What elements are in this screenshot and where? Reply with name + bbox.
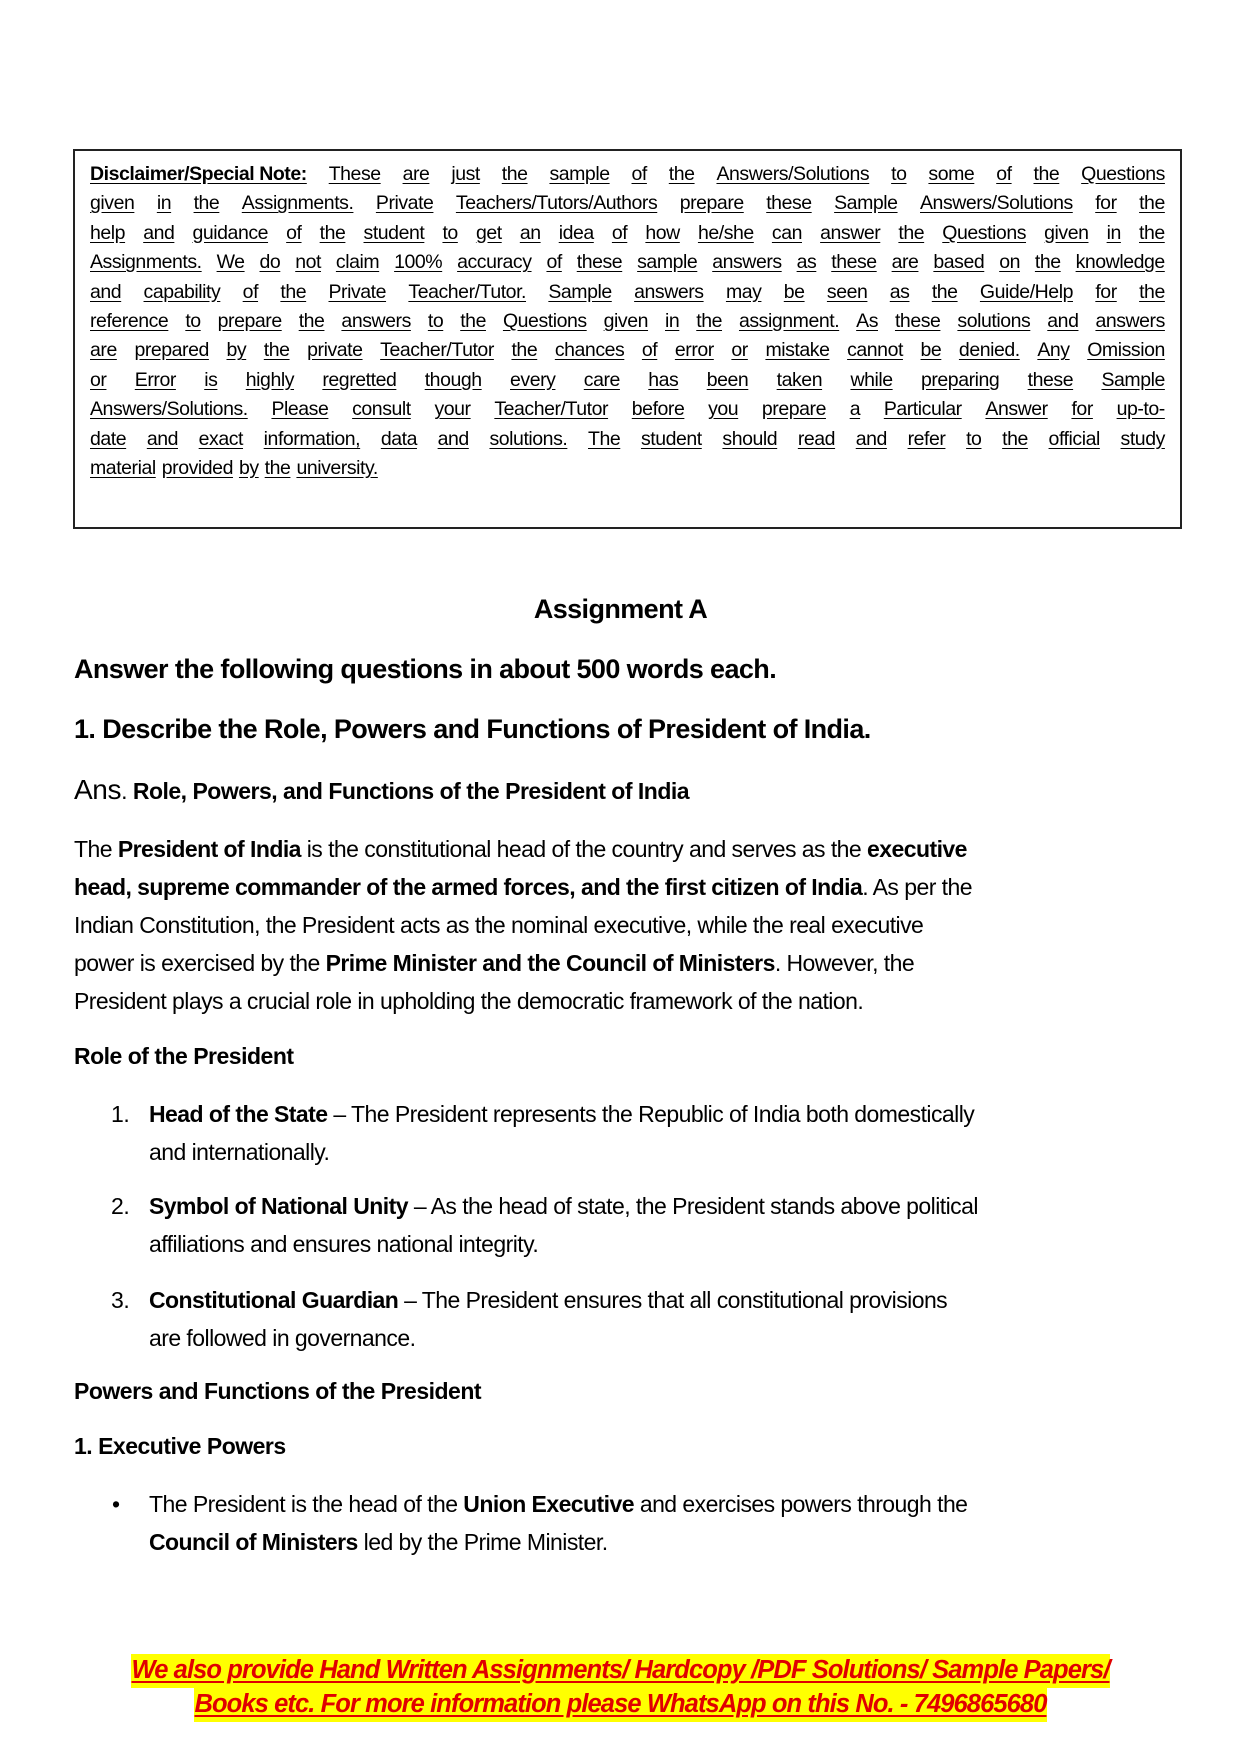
word: reference	[90, 310, 169, 332]
word: preparing	[920, 368, 1000, 391]
word: data	[380, 427, 417, 450]
word: is	[204, 368, 218, 391]
word: an	[519, 221, 541, 244]
word: or	[90, 368, 107, 391]
word: Private	[375, 192, 434, 215]
role-item-continuation: affiliations and ensures national integrity.	[149, 1231, 539, 1257]
word: of	[286, 221, 302, 244]
word: while	[850, 368, 893, 391]
word: of	[996, 163, 1012, 185]
word: Teachers/Tutors/Authors	[455, 192, 658, 215]
word: just	[451, 163, 480, 185]
word: chances	[554, 339, 625, 362]
bold-text: Union Executive	[463, 1491, 634, 1517]
word: care	[583, 368, 620, 391]
disclaimer-label: Disclaimer/Special Note:	[90, 163, 307, 185]
word: prepare	[217, 310, 282, 332]
role-item-constitutional-guardian	[149, 1285, 947, 1315]
word: assignment.	[738, 310, 840, 332]
word: the	[1139, 280, 1165, 303]
intro-line-2	[74, 872, 972, 902]
answer-dot: .	[121, 778, 127, 804]
bold-text: Council of Ministers	[149, 1529, 358, 1555]
word: consult	[352, 398, 411, 421]
word: how	[645, 221, 680, 244]
word: As	[856, 310, 878, 332]
role-heading: Role of the President	[74, 1043, 294, 1069]
answer-heading	[74, 774, 689, 806]
word: answers	[1095, 310, 1165, 332]
role-item-national-unity	[149, 1191, 978, 1221]
word: by	[238, 457, 259, 479]
word: study	[1120, 427, 1165, 450]
text: – The President ensures that all constitutional provisions	[398, 1287, 948, 1313]
disclaimer-line	[90, 456, 1165, 480]
word: be	[920, 339, 942, 362]
word: and	[90, 280, 122, 303]
word: the	[1002, 427, 1028, 450]
word: knowledge	[1075, 251, 1165, 274]
word: before	[631, 398, 685, 421]
promo-banner-line-1	[0, 1656, 1241, 1685]
word: accuracy	[457, 251, 532, 274]
word: the	[298, 310, 325, 332]
word: error	[674, 339, 714, 362]
text: is the constitutional head of the country and serves as the	[300, 836, 867, 862]
word: the	[501, 163, 528, 185]
word: Error	[134, 368, 176, 391]
disclaimer-line	[90, 280, 1165, 304]
disclaimer-line	[90, 162, 1165, 186]
word: seen	[826, 280, 868, 303]
disclaimer-line	[90, 309, 1165, 333]
bold-text: Prime Minister and the Council of Ministers	[325, 950, 775, 976]
word: of	[631, 163, 647, 185]
word: Please	[271, 398, 329, 421]
word: taken	[776, 368, 823, 391]
word: for	[1095, 280, 1117, 303]
word: the	[898, 221, 925, 244]
word: denied.	[958, 339, 1020, 362]
word: the	[319, 221, 346, 244]
word: of	[611, 221, 628, 244]
word: Omission	[1087, 339, 1165, 362]
word: some	[928, 163, 975, 185]
text: The President is the head of the	[149, 1491, 464, 1517]
disclaimer-line	[90, 250, 1165, 274]
word: he/she	[697, 221, 754, 244]
word: Sample	[1101, 368, 1165, 391]
word: sample	[637, 251, 698, 274]
word: your	[434, 398, 471, 421]
word: given	[90, 192, 135, 215]
promo-text: We also provide Hand Written Assignments/ Hardcopy /PDF Solutions/ Sample Papers/	[131, 1654, 1109, 1688]
word: provided	[161, 457, 233, 479]
word: can	[771, 221, 802, 244]
word: based	[933, 251, 985, 274]
word: and	[1047, 310, 1079, 332]
word: the	[264, 457, 291, 479]
word: are	[891, 251, 919, 274]
word: the	[1139, 192, 1165, 215]
text: The	[74, 836, 118, 862]
word: capability	[143, 280, 221, 303]
text: led by the Prime Minister.	[357, 1529, 608, 1555]
text: – The President represents the Republic of India both domestically	[327, 1101, 975, 1127]
word: prepared	[134, 339, 209, 362]
word: material	[90, 457, 156, 479]
word: the	[668, 163, 695, 185]
disclaimer-line	[90, 368, 1165, 392]
word: solutions	[957, 310, 1031, 332]
assignment-title: Assignment A	[533, 594, 708, 624]
word: do	[259, 251, 281, 274]
word: student	[640, 427, 702, 450]
text: . As per the	[862, 874, 972, 900]
word: by	[226, 339, 247, 362]
bullet-icon: •	[112, 1491, 120, 1517]
word: mistake	[765, 339, 830, 362]
word: the	[280, 280, 307, 303]
word: to	[966, 427, 982, 450]
disclaimer-line	[90, 397, 1165, 421]
word: these	[894, 310, 941, 332]
text: . However, the	[774, 950, 915, 976]
word: read	[797, 427, 836, 450]
word: these	[576, 251, 623, 274]
word: as	[796, 251, 817, 274]
word: on	[999, 251, 1020, 274]
word: solutions.	[489, 427, 568, 450]
word: the	[696, 310, 723, 332]
text: President plays a crucial role in upholding the democratic framework of the nation.	[74, 988, 864, 1014]
disclaimer-line	[90, 338, 1165, 362]
word: as	[889, 280, 910, 303]
list-number: 2.	[111, 1193, 130, 1219]
executive-bullet-line-2	[149, 1527, 608, 1557]
word: Guide/Help	[979, 280, 1073, 303]
word: claim	[335, 251, 380, 274]
bold-text: Head of the State	[149, 1101, 328, 1127]
word: and	[143, 221, 175, 244]
word: to	[442, 221, 458, 244]
executive-powers-heading: 1. Executive Powers	[74, 1433, 286, 1459]
word: answers	[634, 280, 704, 303]
question-heading: 1. Describe the Role, Powers and Functions of President of India.	[74, 714, 871, 744]
word: Teacher/Tutor.	[408, 280, 527, 303]
word: Answers/Solutions.	[90, 398, 248, 421]
role-item-continuation: and internationally.	[149, 1139, 330, 1165]
word: prepare	[679, 192, 744, 215]
word: Teacher/Tutor	[494, 398, 609, 421]
word: The	[588, 427, 621, 450]
word: every	[510, 368, 556, 391]
word: the	[1033, 163, 1060, 185]
word: help	[90, 221, 126, 244]
word: these	[831, 251, 877, 274]
disclaimer-line	[90, 221, 1165, 245]
word: may	[725, 280, 762, 303]
word: though	[424, 368, 482, 391]
word: the	[193, 192, 220, 215]
word: in	[1106, 221, 1121, 244]
word: regretted	[322, 368, 397, 391]
word: these	[766, 192, 812, 215]
powers-heading: Powers and Functions of the President	[74, 1378, 482, 1404]
word: Assignments.	[241, 192, 354, 215]
word: Questions	[1081, 163, 1165, 185]
bold-text: Constitutional Guardian	[149, 1287, 399, 1313]
promo-whatsapp-text: Books etc. For more information please WhatsApp on this No. - 7496865680	[194, 1688, 1046, 1722]
word: Private	[328, 280, 387, 303]
word: in	[665, 310, 680, 332]
word: the	[460, 310, 486, 332]
word: the	[1034, 251, 1061, 274]
word: Any	[1037, 339, 1070, 362]
word: and	[437, 427, 469, 450]
word: Particular	[883, 398, 962, 421]
word: Assignments.	[90, 251, 202, 274]
word: idea	[558, 221, 594, 244]
word: Answer	[985, 398, 1048, 421]
word: of	[546, 251, 562, 274]
word: cannot	[847, 339, 903, 362]
intro-line-4	[74, 948, 914, 978]
answer-title: Role, Powers, and Functions of the President of India	[126, 778, 690, 804]
word: you	[708, 398, 739, 421]
word: guidance	[192, 221, 269, 244]
word: official	[1048, 427, 1100, 450]
word: These	[328, 163, 381, 185]
promo-banner-line-2	[0, 1690, 1241, 1719]
word: are	[90, 339, 117, 362]
word: not	[295, 251, 321, 274]
text: Indian Constitution, the President acts as the nominal executive, while the real executive	[74, 912, 924, 938]
word: 100%	[394, 251, 443, 274]
word: to	[427, 310, 444, 332]
word: and	[855, 427, 887, 450]
word: refer	[907, 427, 946, 450]
bold-text: head, supreme commander of the armed forces, and the first citizen of India	[74, 874, 863, 900]
word: sample	[549, 163, 610, 185]
word: private	[307, 339, 363, 362]
word: Sample	[548, 280, 612, 303]
disclaimer-line	[90, 427, 1165, 451]
word: the	[263, 339, 290, 362]
word: to	[185, 310, 201, 332]
word: Answers/Solutions	[716, 163, 870, 185]
word: answers	[712, 251, 782, 274]
executive-bullet-line-1	[149, 1489, 967, 1519]
word: or	[731, 339, 748, 362]
word: given	[1044, 221, 1089, 244]
word: for	[1095, 192, 1117, 215]
word: Questions	[942, 221, 1027, 244]
list-number: 3.	[111, 1287, 130, 1313]
word: Sample	[834, 192, 898, 215]
instruction-heading: Answer the following questions in about 500 words each.	[74, 654, 777, 684]
word: the	[511, 339, 538, 362]
word: be	[783, 280, 805, 303]
role-item-head-of-state	[149, 1099, 974, 1129]
bold-text: executive	[867, 836, 967, 862]
word: been	[706, 368, 749, 391]
word: answer	[820, 221, 881, 244]
word: highly	[245, 368, 295, 391]
word: the	[1139, 221, 1165, 244]
bold-text: President of India	[117, 836, 301, 862]
word: date	[90, 427, 127, 450]
word: and	[146, 427, 178, 450]
word: prepare	[761, 398, 826, 421]
word: exact	[198, 427, 244, 450]
list-number: 1.	[111, 1101, 130, 1127]
word: has	[648, 368, 679, 391]
word: of	[242, 280, 259, 303]
word: university.	[296, 457, 378, 479]
intro-line-1	[74, 834, 967, 864]
text: power is exercised by the	[74, 950, 326, 976]
word: Questions	[502, 310, 587, 332]
word: should	[722, 427, 778, 450]
word: are	[402, 163, 430, 185]
disclaimer-line	[90, 191, 1165, 215]
word: Answers/Solutions	[920, 192, 1073, 215]
word: get	[475, 221, 502, 244]
word: up-to-	[1116, 398, 1165, 421]
word: given	[603, 310, 649, 332]
word: We	[216, 251, 245, 274]
word: information,	[263, 427, 361, 450]
word: answers	[341, 310, 411, 332]
intro-line-5	[74, 986, 863, 1016]
word: in	[156, 192, 172, 215]
text: – As the head of state, the President stands above political	[407, 1193, 978, 1219]
word: a	[849, 398, 861, 421]
word: of	[641, 339, 658, 362]
role-item-continuation: are followed in governance.	[149, 1325, 416, 1351]
word: for	[1071, 398, 1093, 421]
bold-text: Symbol of National Unity	[149, 1193, 408, 1219]
text: and exercises powers through the	[633, 1491, 968, 1517]
word: Teacher/Tutor	[380, 339, 494, 362]
word: these	[1027, 368, 1074, 391]
word: to	[891, 163, 907, 185]
answer-prefix: Ans	[74, 774, 122, 805]
intro-line-3	[74, 910, 923, 940]
word: student	[363, 221, 425, 244]
word: the	[931, 280, 958, 303]
